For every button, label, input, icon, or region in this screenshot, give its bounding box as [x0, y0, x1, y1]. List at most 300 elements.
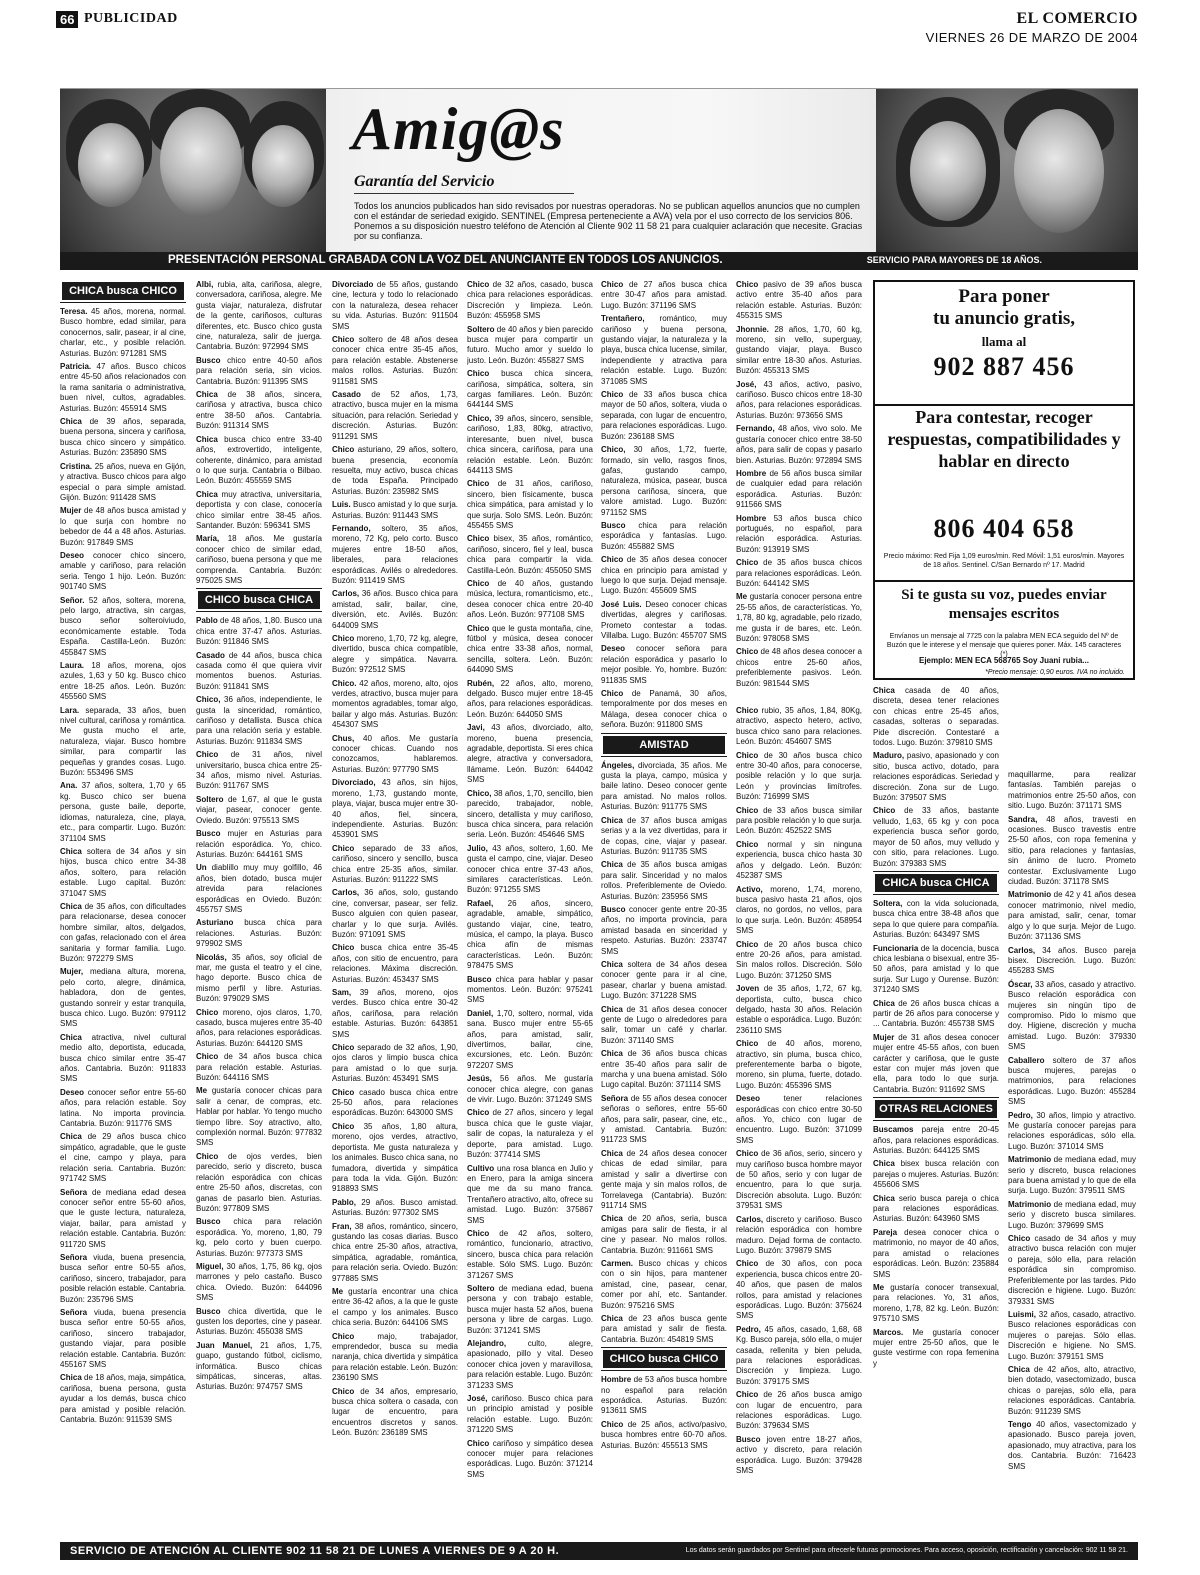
ad-name: Óscar,	[1008, 979, 1033, 989]
ad-list	[873, 1125, 999, 1369]
publication-date: VIERNES 26 DE MARZO DE 2004	[925, 30, 1138, 45]
ad-name: Chica	[60, 1373, 82, 1383]
ad-text: de 48 años, 1,80. Busco una chica entre 37-47 años. Asturias. Buzón: 911846 SMS	[196, 616, 322, 647]
ad-text: de 33 años busca chica mayor de 50 años, soltera, viuda o separada, con lugar de encuentro, para relaciones esporádicas. Lugo. Buzón: 236188 SMS	[601, 390, 727, 441]
ad-text: de 36 años, serio, sincero y muy cariñoso busca hombre mayor de 50 años, serio y con lugar de encuentro, para lo que surja. Discreción absoluta. Lugo. Buzón: 379531 SMS	[736, 1149, 862, 1211]
classified-ad	[60, 596, 186, 658]
ad-name: Albi,	[196, 280, 214, 289]
ad-text: de mediana edad desea conocer señor entre 55-60 años, que le guste lectura, naturaleza, viajar, bailar, para amistad y relación estable. Cantabria. Buzón: 911720 SMS	[60, 1187, 186, 1249]
classified-ad	[332, 589, 458, 631]
classified-ad	[332, 778, 458, 840]
classified-ad	[60, 1373, 186, 1425]
ad-name: Chico	[601, 280, 624, 289]
ad-text: joven entre 18-27 años, activo y discreto, para relación esporádica. Lugo. Buzón: 379428 SMS	[736, 1434, 862, 1476]
ad-list	[196, 280, 322, 586]
ad-name: Chica	[873, 1193, 895, 1203]
ad-name: Chico	[736, 647, 759, 657]
ad-list	[332, 280, 458, 1439]
ad-name: Chica	[601, 959, 623, 969]
classified-ad	[196, 953, 322, 1005]
ad-name: Chica	[873, 998, 895, 1008]
ad-text: tener relaciones esporádicas con chico entre 30-50 años. Yo, chico con lugar de encuentro. Lugo. Buzón: 371099 SMS	[736, 1094, 862, 1145]
ad-list	[873, 686, 999, 869]
classified-ad	[1008, 1155, 1136, 1197]
column-5	[601, 280, 727, 1536]
ad-text: conocer chico sincero, amable y cariñoso, para relación seria. Tengo 1 hijo. León. Buzón: 901740 SMS	[60, 550, 186, 592]
classified-ad	[467, 789, 593, 841]
ad-text: 35 años, soy oficial de mar, me gusta el teatro y el cine, hago deporte. Busco chica de mismo perfil y libre. Asturias. Buzón: 979029 SMS	[196, 952, 322, 1004]
ad-text: culto, alegre, apasionado, pillo y vital. Deseo conocer chica joven y maravillosa, para relación estable. Lugo. Buzón: 371233 SMS	[467, 1339, 593, 1390]
classified-ad	[332, 1222, 458, 1284]
info-top	[875, 282, 1133, 382]
ad-text: de 55 años desea conocer señoras o señores, entre 55-60 años, para salir, pasear, cine, etc., y amistad. Cantabria. Buzón: 911723 SMS	[601, 1093, 727, 1145]
ad-text: de 31 años desea conocer mujer entre 45-55 años, con buen carácter y cariñosa, que le guste estar con mujer más joven que ella, para todo lo que surja. Cantabria. Buzón: 911692 SMS	[873, 1032, 999, 1094]
ad-name: Divorciado	[332, 280, 374, 289]
info-divider	[875, 580, 1133, 582]
classified-ad	[467, 369, 593, 411]
classified-ad	[601, 600, 727, 642]
classified-ad	[196, 490, 322, 532]
classified-ad	[736, 380, 862, 422]
ad-name: Chica	[873, 1159, 895, 1169]
classified-ad	[467, 1009, 593, 1071]
ad-name: Chico	[1008, 1234, 1031, 1244]
ad-name: Soltero	[467, 1283, 495, 1293]
ad-name: Chico	[196, 1052, 219, 1062]
classified-ad	[332, 445, 458, 497]
ad-text: chica para hablar y pasar momentos. León. Buzón: 975241 SMS	[467, 974, 593, 1005]
ad-name: Buscamos	[873, 1125, 914, 1135]
classified-ad	[332, 734, 458, 776]
ad-name: Busco	[736, 1434, 761, 1444]
ad-text: conocer señora para relación esporádica y pasarlo lo mejor posible. Yo, hombre. Buzón: 911835 SMS	[601, 644, 727, 685]
classified-ad	[736, 424, 862, 466]
phone-contact[interactable]: 806 404 658	[933, 514, 1075, 543]
ad-name: Asturiano	[196, 918, 234, 928]
ad-name: Chica	[196, 489, 218, 499]
classified-ad	[736, 940, 862, 982]
ad-text: de 31 años, cariñoso, sincero, bien físicamente, busca chica simpática, para amistad y lo que surja. Solo SMS. León. Buzón: 455455 SMS	[467, 479, 593, 530]
ad-list	[601, 280, 727, 731]
page-header	[56, 8, 1138, 48]
column-4	[467, 280, 593, 1536]
ad-text: moreno, 1,74, moreno, busca pasivo hasta 21 años, ojos claros, no gordos, no vellos, para lo que surja. León. Buzón: 458954 SMS	[736, 884, 862, 936]
ad-name: Chico	[736, 1039, 759, 1049]
ad-name: Javi,	[467, 723, 485, 733]
classified-ad	[196, 918, 322, 949]
classified-ad	[873, 1228, 999, 1280]
ad-text: de 35 años busca chicos para relaciones esporádicas. León. Buzón: 644142 SMS	[736, 558, 862, 588]
ad-name: Carmen.	[601, 1258, 634, 1268]
ad-name: Señor.	[60, 595, 85, 605]
ad-name: Chico	[196, 1151, 219, 1161]
classified-ad	[873, 1125, 999, 1156]
ad-text: de mediana edad, muy serio y discreto busca similares. Lugo. Buzón: 379699 SMS	[1008, 1199, 1136, 1230]
info-line1: Para poner	[958, 286, 1050, 307]
classified-ad	[601, 1214, 727, 1256]
ad-text: bisex busca relación con parejas o mujeres. Asturias. Buzón: 455606 SMS	[873, 1159, 999, 1190]
ad-text: bisex, 35 años, romántico, cariñoso, sincero, fiel y leal, busca chica para compartir la vida. Castilla-León. Buzón: 455050 SMS	[467, 534, 593, 575]
classified-ad	[467, 534, 593, 576]
ad-text: pasivo de 39 años busca activo entre 35-40 años para relación estable. Asturias. Buzón: 455315 SMS	[736, 280, 862, 321]
ad-text: de 35 años desea conocer chica en principio para amistad y luego lo que surja. Dejad mensaje. Lugo. Buzón: 455609 SMS	[601, 555, 727, 596]
classified-ad	[332, 844, 458, 886]
classified-ad	[467, 1229, 593, 1281]
classified-ad	[736, 1149, 862, 1211]
ad-text: 37 años, soltera, 1,70 y 65 kg. Busco chico ser buena persona, guste baile, deporte, idiomas, naturaleza, cine, playa, etc., para compartir. Lugo. Buzón: 371104 SMS	[60, 781, 186, 843]
ad-text: 56 años. Me gustaría conocer chica alegre, con ganas de vivir. Lugo. Buzón: 371249 SMS	[467, 1074, 593, 1105]
ad-text: 39 años, sincero, sensible, cariñoso, 1,83, 80kg, atractivo, interesante, buen nivel, busca chica sincera, cariñosa, para una relación estable. León. Buzón: 644113 SMS	[467, 413, 593, 475]
classified-ad	[60, 462, 186, 504]
ad-text: 40 años, vasectomizado y apasionado. Busco pareja joven, apasionado, muy atractiva, para los dos. Cantabria. Buzón: 716423 SMS	[1008, 1419, 1136, 1471]
ad-text: pareja entre 20-45 años, para relaciones esporádicas. Asturias. Buzón: 644125 SMS	[873, 1125, 999, 1156]
ad-text: 45 años, casado, 1,68, 68 Kg. Busco pareja, sólo ella, o mujer casada, rellenita y bien peluda, para relaciones esporádicas. Discreción y limpieza. Lugo. Buzón: 379175 SMS	[736, 1324, 862, 1386]
ad-name: Casado	[332, 390, 361, 400]
ad-text: de 40 años y bien parecido busca mujer para compartir un futuro. Mucho amor y sueldo lo justo. León. Buzón: 455827 SMS	[467, 324, 593, 365]
ad-text: gustaría conocer chicas para salir a cenar, de compras, etc. Hablar por hablar. Yo tengo mucho tiempo libre. Soy atractivo, alto, complexión normal. Buzón: 977832 SMS	[196, 1086, 322, 1148]
classified-ad	[1008, 1420, 1136, 1472]
ad-text: romántico, muy cariñoso y buena persona, gustando viajar, la naturaleza y la playa, busca chica lucense, similar, independiente y atractiva para relación estable. Lugo. Buzón: 371085 SMS	[601, 314, 727, 386]
classified-ad	[332, 1122, 458, 1195]
ad-text: Busco chicas y chicos con o sin hijos, para mantener amistad, cine, pasear, cenar, comer por ahí, etc. Santander. Buzón: 975216 SMS	[601, 1258, 727, 1310]
classified-ad	[196, 695, 322, 747]
classified-ad	[60, 362, 186, 414]
ad-text: de 20 años, seria, busca amigas para salir de fiesta, ir al cine y pasear. No malos rollos. Cantabria. Buzón: 911661 SMS	[601, 1214, 727, 1255]
ad-text: 30 años, 1,72, fuerte, formado, sin vello, rasgos finos, gafas, gustando campo, naturaleza, música, pasear, busca persona cariñosa, sincera, que valore amistad. Lugo. Buzón: 971152 SMS	[601, 445, 727, 517]
ad-text: normal y sin ninguna experiencia, busca chico hasta 30 años y delgado. León. Buzón: 452387 SMS	[736, 839, 862, 881]
ad-name: Teresa.	[60, 307, 88, 316]
ad-name: Chico	[332, 335, 355, 345]
ad-name: Carlos,	[332, 589, 360, 599]
ad-text: que le gusta montaña, cine, fútbol y música, desea conocer chica entre 33-38 años, normal, sencilla, soltera. León. Buzón: 644090 SMS	[467, 623, 593, 675]
classified-ad	[332, 679, 458, 731]
ad-name: Pablo	[196, 616, 218, 626]
classified-ad	[736, 514, 862, 556]
ad-text: 32 años, casado, atractivo. Busco relaciones esporádicas con mujeres o parejas. Sólo ellas. Discreción e higiene. No SMS. Lugo. Buzón: 379151 SMS	[1008, 1309, 1136, 1361]
column-3	[332, 280, 458, 1536]
classified-ad	[60, 551, 186, 593]
brand-tagline: Garantía del Servicio	[354, 173, 495, 190]
ad-name: Chico	[332, 943, 355, 953]
ad-name: Chico,	[467, 413, 492, 423]
ad-name: Busco	[196, 355, 221, 365]
ad-text: desea conocer chica o matrimonio, no mayor de 40 años, para amistad o relaciones esporádicas. León. Buzón: 235884 SMS	[873, 1227, 999, 1279]
ad-text: de 27 años, sincero y legal busca chica que le guste viajar, salir de copas, la naturaleza y el deporte, para amistad. Lugo. Buzón: 377414 SMS	[467, 1108, 593, 1160]
classified-ad	[467, 1339, 593, 1391]
ad-text: de 42 años, alto, atractivo, bien dotado, vasectomizado, busca chicas o parejas, sólo ella, para relaciones esporádicas. Cantabria. Buzón: 911239 SMS	[1008, 1364, 1136, 1416]
ad-text: de 33 años busca similar para posible relación y lo que surja. León. Buzón: 452522 SMS	[736, 805, 862, 836]
classified-ad	[196, 616, 322, 647]
classified-ad	[736, 592, 862, 644]
classified-ad	[196, 1341, 322, 1393]
ad-text: 40 años. Me gustaría conocer chicas. Cuando nos conozcamos, hablaremos. Asturias. Buzón: 977790 SMS	[332, 733, 458, 774]
ad-name: Chico,	[467, 788, 492, 798]
classified-ad	[873, 686, 999, 748]
ad-name: Chico	[332, 843, 355, 853]
ad-text: 47 años. Busco chicos entre 45-50 años relacionados con la rama sanitaria o administrativa, buen nivel, cultos, agradables. Asturias. Buzón: 455914 SMS	[60, 362, 186, 413]
ad-text: discreto y cariñoso. Busco relación esporádica con hombre maduro. Dejad forma de contacto. Lugo. Buzón: 379879 SMS	[736, 1214, 862, 1255]
ad-name: Pareja	[873, 1227, 898, 1237]
ad-text: gustaría conocer persona entre 25-55 años, de características. Yo, 1,78, 80 kg, agradable, pelo rizado, me gusta ir de bares, etc. León. Buzón: 978058 SMS	[736, 592, 862, 643]
ad-name: Busco	[196, 829, 221, 839]
ad-name: Deseo	[601, 644, 626, 654]
ad-text: soltera de 34 años y sin hijos, busca chico entre 34-38 años, soltero, para relación estable. Lugo capital. Buzón: 371047 SMS	[60, 846, 186, 898]
ad-name: Rafael,	[467, 898, 494, 908]
ad-name: Patricia.	[60, 362, 92, 372]
classified-ad	[196, 534, 322, 586]
ad-text: de 30 años busca chico entre 30-40 años, para conocerse, posible relación y lo que surja. León y provincias limítrofes. Buzón: 716999 SMS	[736, 750, 862, 802]
ad-name: Chica	[60, 1032, 82, 1042]
phone-free-ad[interactable]: 902 887 456	[933, 352, 1075, 381]
classified-ad	[601, 905, 727, 957]
ad-text: busca chica para relaciones. Asturias. Buzón: 979902 SMS	[196, 918, 322, 949]
classified-ad	[332, 280, 458, 332]
classified-ad	[332, 888, 458, 940]
classified-ad	[60, 706, 186, 779]
classified-ad	[736, 806, 862, 837]
classified-ad	[60, 1033, 186, 1085]
ad-text: de 1,67, al que le gusta viajar, pasear, conocer gente. Oviedo. Buzón: 975513 SMS	[196, 794, 322, 825]
ad-text: soltero, 35 años, moreno, 72 Kg, pelo corto. Busco mujeres entre 18-50 años, liberales, para relaciones esporádicas. Avilés o alrededores. Buzón: 911419 SMS	[332, 523, 458, 585]
ad-text: soltero de 37 años busca mujeres, parejas o matrimonios, para relaciones esporádicas. Lugo. Buzón: 455284 SMS	[1008, 1055, 1136, 1107]
classified-ad	[60, 506, 186, 548]
ad-text: 22 años, alto, moreno, delgado. Busco mujer entre 18-45 años, para relaciones esporádicas. León. Buzón: 644050 SMS	[467, 678, 593, 719]
classified-ad	[332, 1043, 458, 1085]
classified-ad	[467, 1164, 593, 1226]
ad-name: José,	[467, 1394, 488, 1404]
classified-ad	[873, 1283, 999, 1325]
classified-ad	[601, 960, 727, 1002]
classified-ad	[1008, 1200, 1136, 1231]
ad-name: Fran,	[332, 1221, 352, 1231]
ad-text: 29 años. Busco amistad. Asturias. Buzón: 977302 SMS	[332, 1197, 458, 1218]
sms-footnote: *Precio mensaje: 0,90 euros. IVA no incluido.	[985, 669, 1125, 676]
classified-ad	[736, 751, 862, 803]
privacy-text: Los datos serán guardados por Sentinel para ofrecerle futuras promociones. Para acceso, oposición, rectificación y cancelación: 902 11 58 21.	[685, 1547, 1128, 1554]
classified-ad	[736, 1390, 862, 1432]
column-6	[736, 706, 862, 1536]
ad-name: Carlos,	[1008, 945, 1036, 955]
classified-ad	[736, 1215, 862, 1257]
ad-name: Chico	[332, 1087, 355, 1097]
ad-name: Mujer	[873, 1032, 895, 1042]
classified-ad	[1008, 815, 1136, 888]
ad-text: de 31 años desea conocer gente de Lugo o alrededores para salir, tomar un café y charlar. Buzón: 371140 SMS	[601, 1004, 727, 1045]
ad-text: de 18 años, maja, simpática, cariñosa, buena persona, gusta ayudar a los demás, busca chico para amistad y posible relación. Cantabria. Buzón: 911539 SMS	[60, 1373, 186, 1425]
classified-ad	[736, 1435, 862, 1477]
classified-ad	[736, 469, 862, 511]
ad-text: busca chica sincera, cariñosa, simpática, soltera, sin cargas familiares. León. Buzón: 644144 SMS	[467, 369, 593, 410]
ad-name: Chico	[736, 280, 759, 289]
amigas-banner	[60, 88, 1138, 252]
ad-text: 18 años. Me gustaría conocer chico de similar edad, cariñoso, buena persona y que me comprenda. Cantabria. Buzón: 975025 SMS	[196, 534, 322, 585]
column-1	[60, 280, 186, 1536]
classified-ad	[467, 579, 593, 621]
classified-ad	[467, 325, 593, 367]
classified-ad	[736, 558, 862, 589]
ad-name: Juan Manuel,	[196, 1340, 253, 1350]
ad-text: serio busca pareja o chica para relaciones esporádicas. Asturias. Buzón: 643960 SMS	[873, 1193, 999, 1224]
ad-name: Pedro,	[1008, 1110, 1033, 1120]
ad-name: Chico	[196, 1007, 219, 1017]
ad-text: de 34 años busca chica para relación estable. Asturias. Buzón: 644116 SMS	[196, 1052, 322, 1083]
classified-ad	[60, 1132, 186, 1184]
ad-list	[601, 1375, 727, 1451]
classified-ad	[60, 661, 186, 703]
ad-text: de 42 años, soltero, romántico, funcionario, atractivo, sincero, busca chica para relación estable. Sólo SMS. Lugo. Buzón: 371267 SMS	[467, 1228, 593, 1280]
info-line2: tu anuncio gratis,	[933, 308, 1075, 329]
ad-text: 35 años, 1,80 altura, moreno, ojos verdes, atractivo, deportista. Me gusta naturaleza y los animales. Busco chica sana, no fumadora, divertida y simpática para toda la vida. Gijón. Buzón: 918893 SMS	[332, 1121, 458, 1194]
ad-name: Sandra,	[1008, 814, 1038, 824]
ad-name: Chico	[332, 1121, 355, 1131]
ad-text: separado de 32 años, 1,90, ojos claros y limpio busca chica para amistad o lo que surja. Asturias. Buzón: 453491 SMS	[332, 1043, 458, 1084]
ad-text: de 39 años, separada, buena persona, sincera y cariñosa, busca chico sincero y simpático. Asturias. Buzón: 235890 SMS	[60, 417, 186, 458]
ad-name: Soltero	[467, 324, 495, 334]
classified-ad	[60, 1308, 186, 1370]
classified-ad	[736, 280, 862, 322]
newspaper-name: EL COMERCIO	[1016, 10, 1138, 27]
ad-text: de 40 años, moreno, atractivo, sin pluma, busca chico, preferentemente barba o bigote, moreno, sin pluma, fuerte, dotado. Lugo. Buzón: 455396 SMS	[736, 1039, 862, 1090]
ad-name: Chica	[601, 1148, 623, 1158]
classified-ad	[736, 1259, 862, 1321]
classified-ad	[1008, 980, 1136, 1053]
ad-text: chica para relación esporádica. Yo, moreno, 1,80, 79 kg, pelo corto y buen cuerpo. Asturias. Buzón: 977373 SMS	[196, 1217, 322, 1258]
ad-text: conocer señor entre 55-60 años, para relación estable. Soy latina. No importa provincia. Cantabria. Buzón: 911776 SMS	[60, 1087, 186, 1129]
ad-name: Deseo	[60, 550, 85, 560]
classified-ad	[873, 751, 999, 803]
classified-ad	[332, 390, 458, 442]
classified-ad	[467, 414, 593, 476]
ad-name: Chico	[332, 1331, 355, 1341]
info-box	[873, 280, 1135, 680]
ad-text: de ojos verdes, bien parecido, serio y discreto, busca relación esporádica con chicas entre 25-50 años, discretas, con ganas de pasarlo bien. Asturias. Buzón: 977809 SMS	[196, 1151, 322, 1213]
ad-name: Chico	[601, 1419, 624, 1429]
ad-text: de 53 años busca hombre no español para relación esporádica. Asturias. Buzón: 913611 SMS	[601, 1375, 727, 1416]
column-6-top	[736, 280, 862, 700]
classified-ad	[332, 943, 458, 985]
ad-name: Hombre	[736, 468, 767, 478]
banner-photo-left	[60, 89, 326, 252]
ad-name: Laura.	[60, 661, 85, 670]
classified-ad	[332, 524, 458, 586]
ad-text: de Panamá, 30 años, temporalmente por dos meses en Málaga, desea conocer chica o señora. Buzón: 911800 SMS	[601, 689, 727, 730]
ad-text: Me gustaría conocer mujer entre 25-50 años, que le guste vestirme con ropa femenina y	[873, 1327, 999, 1368]
ad-text: Busco amistad y lo que surja. Asturias. Buzón: 911443 SMS	[332, 500, 458, 520]
classified-ad	[873, 1159, 999, 1190]
ad-text: 53 años busca chico portugués, no español, para relación esporádica. Asturias. Buzón: 913919 SMS	[736, 513, 862, 554]
classified-ad	[60, 847, 186, 899]
classified-ad	[467, 679, 593, 721]
classified-ad	[60, 1188, 186, 1250]
ad-name: Activo,	[736, 884, 763, 894]
ad-name: Chico	[467, 1438, 490, 1448]
ad-text: de 37 años busca amigas serias y a la vez divertidas, para ir de copas, cine, viajar y pasear. Asturias. Buzón: 911735 SMS	[601, 815, 727, 856]
classified-ad	[60, 781, 186, 843]
ad-text: 38 años, 1,70, sencillo, bien parecido, trabajador, noble, sincero, detallista y muy cariñoso, busca chica sincera, para relación seria. León. Buzón: 454646 SMS	[467, 788, 593, 840]
classified-ad	[60, 1088, 186, 1130]
ad-text: de 48 años busca amistad y lo que surja con hombre no bebedor de 44 a 48 años. Asturias. Buzón: 917849 SMS	[60, 506, 186, 547]
classified-ad	[601, 1005, 727, 1047]
classified-ad	[60, 967, 186, 1029]
classified-ad	[736, 984, 862, 1036]
ad-name: Maduro,	[873, 751, 905, 761]
ad-name: Chico	[467, 479, 490, 489]
classified-ad	[196, 1008, 322, 1050]
ad-list	[196, 616, 322, 1392]
ad-text: una rosa blanca en Julio y en Enero, para la amiga sincera que me da su mano franca. Trentañero atractivo, alto, ofrece su amistad. Lugo. Buzón: 375867 SMS	[467, 1163, 593, 1225]
classified-ad	[1008, 890, 1136, 942]
ad-name: Casado	[196, 650, 225, 660]
ad-name: Julio,	[467, 843, 488, 853]
ad-text: 52 años, soltera, morena, pelo largo, atractiva, sin cargas, busco señor solteroiviudo, económicamente estable. Toda España. Castilla-León. Buzón: 455847 SMS	[60, 595, 186, 657]
classified-ad	[601, 1049, 727, 1091]
ad-text: con la vida solucionada, busca chica entre 38-48 años que sepa lo que quiere para compañía. Asturias. Buzón: 643497 SMS	[873, 898, 999, 940]
banner-photo-right	[876, 89, 1138, 252]
ad-name: Señora	[60, 1307, 88, 1317]
ad-text: de 35 años, con dificultades para relacionarse, desea conocer hombre similar, altos, delgados, con gafas, relacionado con el área sanitaria y formar familia. Lugo. Buzón: 972279 SMS	[60, 901, 186, 963]
ad-name: María,	[196, 534, 220, 544]
ad-name: Chica	[60, 417, 82, 427]
ad-name: Matrimonio	[1008, 1199, 1052, 1209]
ad-name: Chico,	[196, 695, 221, 705]
classified-ad	[196, 1086, 322, 1148]
ad-name: Me	[873, 1282, 885, 1292]
classified-ad	[196, 435, 322, 487]
classified-ad	[467, 1394, 593, 1436]
ad-name: Chica	[60, 901, 82, 911]
ad-name: Chico	[467, 369, 490, 379]
classified-ad	[601, 314, 727, 387]
ad-name: Chico	[873, 806, 896, 816]
ad-text: 36 años, independiente, le gusta la sinceridad, romántico, cariñoso y detallista. Busca chica para una relación seria y estable. Asturias. Buzón: 911834 SMS	[196, 695, 322, 746]
ad-text: 43 años, divorciado, alto, moreno, buena presencia, agradable, deportista. Si eres chica alegre, atractiva y conversadora, llámame. León. Buzón: 644042 SMS	[467, 723, 593, 785]
ad-name: Deseo	[736, 1094, 761, 1104]
classified-ad	[196, 829, 322, 860]
classified-ad	[196, 1262, 322, 1304]
ad-name: Chico	[736, 558, 759, 568]
ad-name: Chico	[467, 280, 490, 289]
ad-name: Fernando,	[736, 424, 775, 434]
ad-name: Señora	[60, 1252, 88, 1262]
column-6b	[873, 686, 999, 1536]
ad-text: de 27 años busca chica entre 30-47 años para amistad. Lugo. Buzón: 371196 SMS	[601, 280, 727, 310]
ad-text: chico entre 40-50 años para relación seria, sin vicios. Cantabria. Buzón: 911395 SMS	[196, 355, 322, 386]
ad-text: 48 años, vivo solo. Me gustaría conocer chico entre 38-50 años, para salir de copas y pasarlo bien. Asturias. Buzón: 972894 SMS	[736, 424, 862, 465]
ad-text: 39 años, moreno, ojos verdes. Busco chica entre 30-42 años, cariñosa, para relación estable. Asturias. Buzón: 643851 SMS	[332, 988, 458, 1039]
ad-name: Chica	[601, 815, 623, 825]
ad-text: de mediana edad, buena persona y con trabajo estable, busca mujer hasta 52 años, buena persona y libre de cargas. Lugo. Buzón: 371241 SMS	[467, 1283, 593, 1335]
ad-text: chica divertida, que le gusten los deportes, cine y pasear. Asturias. Buzón: 455038 SMS	[196, 1306, 322, 1337]
ad-name: Chica	[601, 1049, 623, 1059]
classified-ad	[196, 651, 322, 693]
ad-text: busca chico entre 33-40 años, extrovertido, inteligente, coherente, dinámico, para amistad o lo que surja. Cantabria o Bilbao. León. Buzón: 455559 SMS	[196, 434, 322, 486]
ad-text: cariñoso y simpático desea conocer mujer para relaciones esporádicas. Lugo. Buzón: 371214 SMS	[467, 1438, 593, 1479]
classified-ad	[332, 634, 458, 676]
ad-name: Chica	[601, 860, 623, 870]
ad-name: Chico.	[332, 678, 357, 688]
ad-name: José,	[736, 379, 757, 389]
ad-name: Chico	[467, 578, 490, 588]
ad-text: de 23 años busca gente para amistad y salir de fiesta. Cantabria. Buzón: 454819 SMS	[601, 1313, 727, 1344]
classified-ad	[196, 390, 322, 432]
classified-ad	[196, 863, 322, 915]
ad-text: moreno, ojos claros, 1,70, casado, busca mujeres entre 35-40 años, para relaciones esporádicas. Asturias. Buzón: 644120 SMS	[196, 1007, 322, 1048]
classified-ad	[196, 1152, 322, 1214]
ad-name: Chico	[601, 555, 624, 565]
ad-text: majo, trabajador, emprendedor, busca su media naranja, chica divertida y simpática para relación estable. León. Buzón: 236190 SMS	[332, 1331, 458, 1383]
ad-name: Chus,	[332, 733, 355, 743]
ad-text: de 34 años, empresario, busca chica soltera o casada, con lugar de encuentro, para encuentros discretos y sanos. León. Buzón: 236189 SMS	[332, 1386, 458, 1438]
